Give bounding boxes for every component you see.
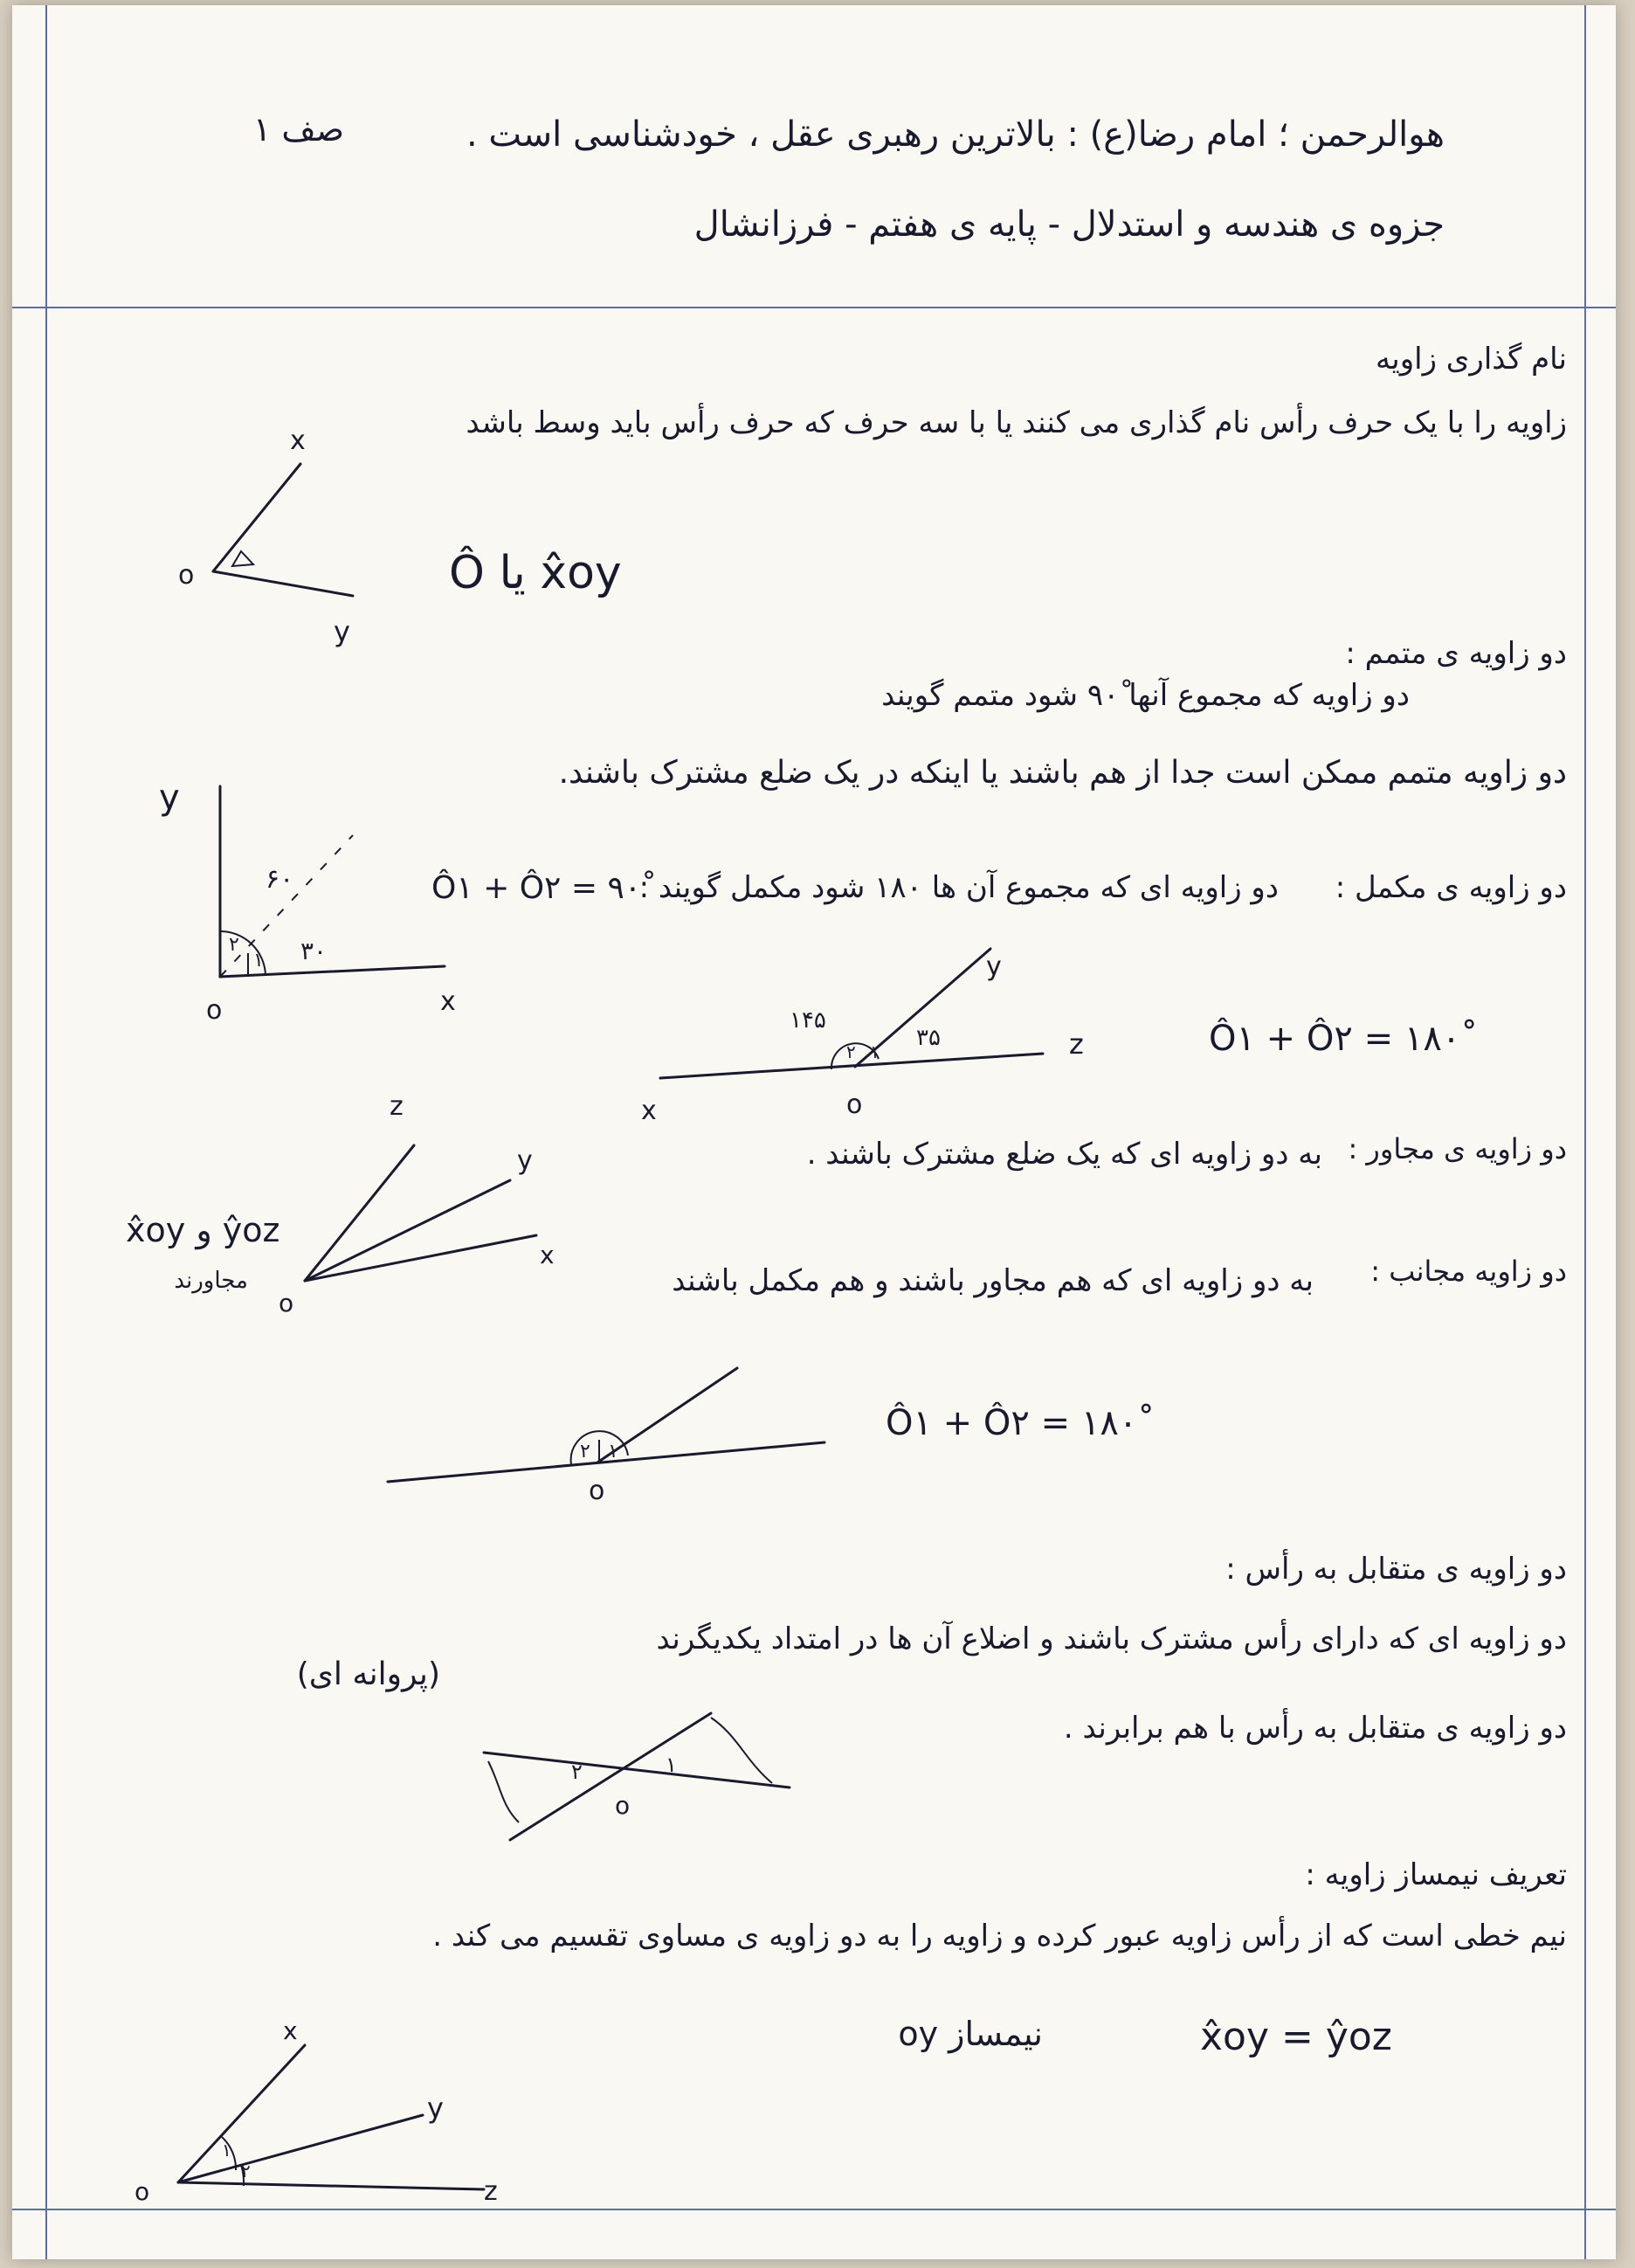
complementary-y-label: y [159,778,180,818]
vertical-title: دو زاویه ی متقابل به رأس : [1225,1552,1567,1587]
page-number: صف ۱ [252,110,344,149]
complementary-title: دو زاویه ی متمم : [1345,636,1567,671]
supplementary-formula-right: Ô۱ + Ô۲ = ۹۰ْ [431,870,642,906]
complementary-text1: دو زاویه که مجموع آنها ۹۰ْ شود متمم گویند [881,678,1410,713]
diagrams-layer [12,5,1616,2259]
linear-pair-formula: Ô۱ + Ô۲ = ۱۸۰ْ [886,1403,1138,1443]
linear-pair-o-label: o [589,1476,605,1506]
linear-pair-title: دو زاویه مجانب : [1370,1255,1567,1288]
vertical-angles-diagram [484,1713,790,1840]
naming-title: نام گذاری زاویه [1376,342,1567,377]
bisector-text: نیم خطی است که از رأس زاویه عبور کرده و زاویه را به دو زاویه ی مساوی تقسیم می کند . [432,1919,1567,1953]
adjacent-x-label: x [540,1241,555,1269]
complementary-num-2: ۲ [229,934,239,956]
vertical-text1: دو زاویه ای که دارای رأس مشترک باشند و اضلاع آن ها در امتداد یکدیگرند [656,1621,1567,1656]
adjacent-z-label: z [390,1091,404,1122]
naming-x-label: x [290,425,306,456]
vertical-num-2: ۲ [571,1760,583,1784]
naming-formula: Ô یا x̂oy [449,547,622,599]
supplementary-num-1: ۱ [870,1041,880,1062]
bisector-formula-label: نیمساز oy [898,2015,1043,2053]
complementary-x-label: x [440,986,456,1017]
naming-y-label: y [334,615,350,648]
bisector-num-1: ۱ [222,2140,231,2161]
naming-angle-diagram [178,425,353,648]
bisector-o-label: o [135,2177,150,2206]
complementary-num-1: ۱ [253,950,264,972]
notebook-page [12,5,1616,2259]
vertical-o-label: o [615,1791,631,1820]
adjacent-example: x̂oy و ŷoz [126,1211,280,1249]
vertical-note: (پروانه ای) [296,1656,440,1692]
vertical-text2: دو زاویه ی متقابل به رأس با هم برابرند . [1063,1711,1567,1746]
supplementary-angle-diagram [641,949,1084,1126]
naming-vertex-label: o [178,560,195,591]
complementary-text2: دو زاویه متمم ممکن است جدا از هم باشند یا اینکه در یک ضلع مشترک باشند. [558,755,1567,791]
adjacent-title: دو زاویه ی مجاور : [1348,1132,1567,1165]
header-subtitle: جزوه ی هندسه و استدلال - پایه ی هفتم - فرزانشال [693,204,1445,245]
naming-text: زاویه را با یک حرف رأس نام گذاری می کنند یا با سه حرف که حرف رأس باید وسط باشد [466,405,1567,440]
adjacent-example-note: مجاورند [174,1268,248,1294]
bisector-z-label: z [484,2176,498,2207]
bisector-formula: x̂oy = ŷoz [1200,2015,1392,2059]
supplementary-angle-35: ۳۵ [916,1025,941,1051]
bisector-title: تعریف نیمساز زاویه : [1305,1857,1567,1892]
bisector-diagram [135,2016,498,2207]
adjacent-text: به دو زاویه ای که یک ضلع مشترک باشند . [806,1137,1322,1172]
complementary-angle-30: ۳۰ [300,937,328,965]
bisector-num-2: ۲ [241,2161,251,2182]
complementary-o-label: o [206,995,223,1026]
adjacent-angle-diagram [279,1091,555,1317]
bisector-y-label: y [427,2092,444,2125]
linear-pair-num-2: ۲ [580,1441,590,1462]
complementary-angle-60: ۶۰ [266,864,294,895]
vertical-num-1: ۱ [666,1753,677,1777]
linear-pair-num-1: ۱ [608,1441,618,1462]
supplementary-title: دو زاویه ی مکمل : [1335,870,1567,905]
adjacent-o-label: o [279,1289,294,1317]
supplementary-formula-below: Ô۱ + Ô۲ = ۱۸۰ْ [1209,1019,1461,1059]
header-title: هوالرحمن ؛ امام رضا(ع) : بالاترین رهبری عقل ، خودشناسی است . [466,114,1445,155]
supplementary-angle-145: ۱۴۵ [790,1007,826,1034]
linear-pair-diagram [388,1368,824,1506]
bisector-x-label: x [283,2016,298,2045]
adjacent-y-label: y [517,1145,533,1176]
supplementary-z-label: z [1069,1027,1084,1061]
complementary-angle-diagram [159,778,456,1026]
supplementary-num-2: ۲ [846,1041,856,1062]
supplementary-x-label: x [641,1096,657,1126]
supplementary-text: دو زاویه ای که مجموع آن ها ۱۸۰ شود مکمل گویند : [638,870,1279,905]
supplementary-y-label: y [986,951,1002,982]
linear-pair-text: به دو زاویه ای که هم مجاور باشند و هم مکمل باشند [672,1263,1314,1298]
supplementary-o-label: o [846,1089,863,1120]
